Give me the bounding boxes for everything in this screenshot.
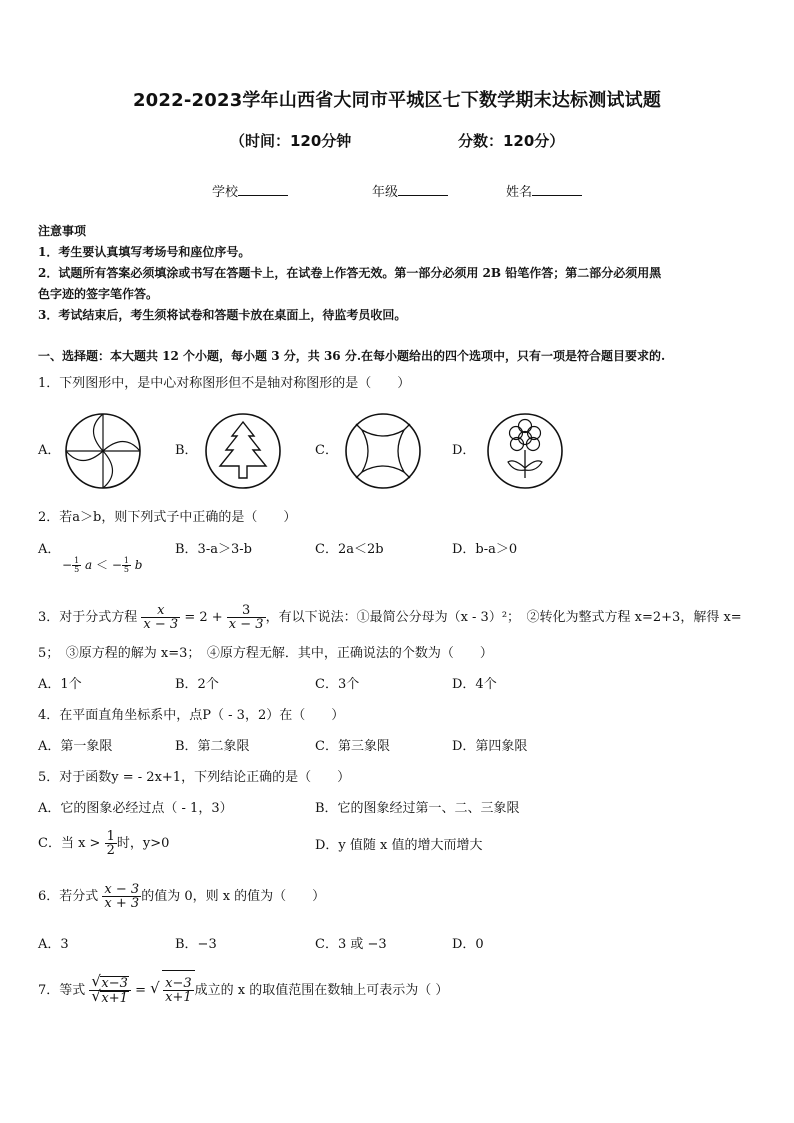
q2-option-b: B．3-a＞3-b — [175, 542, 252, 557]
q7-stem — [38, 970, 448, 1011]
section-heading: 一、选择题：本大题共 12 个小题，每小题 3 分，共 36 分.在每小题给出的四个选项中，只有一项是符合题目要求的. — [38, 349, 666, 363]
q1-stem: 1．下列图形中，是中心对称图形但不是轴对称图形的是（ ） — [38, 376, 411, 391]
exam-score: 分数：120分） — [458, 132, 565, 150]
q3-option-a: A．1个 — [38, 677, 82, 692]
grade-blank — [398, 183, 448, 196]
school-label: 学校 — [212, 185, 239, 200]
q2-stem: 2．若a＞b，则下列式子中正确的是（ ） — [38, 510, 297, 525]
q5-option-b: B．它的图象经过第一、二、三象限 — [315, 801, 520, 816]
equals-two-plus: = 2 + — [184, 610, 223, 625]
notice-item: 2．试题所有答案必须填涂或书写在答题卡上，在试卷上作答无效。第一部分必须用 2B 铅笔作答；第二部分必须用黑 — [38, 266, 662, 280]
q5-option-d: D．y 值随 x 值的增大而增大 — [315, 838, 483, 853]
var-b: b — [134, 558, 143, 572]
fraction-numerator: x − 3 — [104, 882, 140, 897]
pinwheel-figure — [64, 412, 142, 490]
fraction-numerator: 1 — [106, 829, 115, 844]
minus-sign: − — [111, 558, 122, 572]
fraction-numerator: x — [141, 604, 180, 618]
q5-option-a: A．它的图象必经过点（ - 1，3） — [38, 801, 233, 816]
fraction-numerator: 1 — [123, 556, 129, 565]
q6-option-c: C．3 或 −3 — [315, 937, 387, 952]
q3-option-b: B．2个 — [175, 677, 219, 692]
fraction-denominator: x + 3 — [104, 896, 140, 911]
notice-heading: 注意事项 — [38, 224, 87, 238]
q5-c-prefix: C．当 x > — [38, 836, 101, 851]
school-field — [212, 181, 288, 200]
q4-stem: 4．在平面直角坐标系中，点P（ - 3，2）在（ ） — [38, 708, 345, 723]
minus-sign: − — [62, 558, 73, 572]
fraction-numerator: √ x−3 — [165, 976, 192, 991]
page-title: 2022-2023学年山西省大同市平城区七下数学期末达标测试试题 — [132, 90, 662, 111]
q1-option-a-label: A． — [38, 443, 61, 458]
equals-sign: = — [135, 983, 146, 998]
q3-stem — [38, 600, 742, 636]
q5-c-suffix: 时，y>0 — [116, 836, 170, 851]
name-label: 姓名 — [506, 185, 533, 200]
notice-item: 3．考试结束后，考生须将试卷和答题卡放在桌面上，待监考员收回。 — [38, 308, 407, 322]
q2-option-c: C．2a＜2b — [315, 542, 384, 557]
sqrt-of-fraction — [150, 970, 195, 1011]
q6-suffix: 的值为 0，则 x 的值为（ ） — [141, 889, 326, 904]
var-a: a — [84, 558, 93, 572]
fraction-numerator: 1 — [74, 556, 80, 565]
q3-option-d: D．4个 — [452, 677, 497, 692]
notice-item: 色字迹的签字笔作答。 — [38, 287, 159, 301]
q2-option-a-label: A． — [38, 542, 61, 557]
q4-option-c: C．第三象限 — [315, 739, 390, 754]
fraction-denominator: 5 — [123, 565, 129, 574]
tree-figure — [204, 412, 282, 490]
sqrt-numerator: x−3 — [101, 976, 128, 991]
school-blank — [238, 183, 288, 196]
fraction-denominator: 5 — [74, 565, 80, 574]
notice-item: 1．考生要认真填写考场号和座位序号。 — [38, 245, 251, 259]
grade-field — [372, 181, 448, 200]
less-than: ＜ — [95, 558, 108, 572]
q4-option-d: D．第四象限 — [452, 739, 528, 754]
q7-prefix: 7．等式 — [38, 983, 86, 998]
fraction-denominator: x+1 — [165, 990, 192, 1005]
name-field — [506, 181, 582, 200]
flower-figure — [486, 412, 564, 490]
q1-option-d-label: D． — [452, 443, 476, 458]
q6-stem — [38, 879, 325, 915]
q2-option-a — [62, 556, 142, 574]
concave-square-figure — [344, 412, 422, 490]
q3-stem-line2: 5； ③原方程的解为 x=3； ④原方程无解．其中，正确说法的个数为（ ） — [38, 646, 493, 661]
fraction-denominator: x − 3 — [228, 617, 264, 632]
fraction-numerator: 3 — [227, 604, 266, 618]
q4-option-b: B．第二象限 — [175, 739, 250, 754]
q1-option-c-label: C． — [315, 443, 338, 458]
sqrt-denominator: x+1 — [101, 991, 128, 1006]
q1-option-b-label: B． — [175, 443, 198, 458]
q6-option-d: D．0 — [452, 937, 484, 952]
q4-option-a: A．第一象限 — [38, 739, 113, 754]
q3-statements: ，有以下说法：①最简公分母为（x - 3）²； ②转化为整式方程 x=2+3，解得 x= — [265, 610, 742, 625]
fraction-denominator: x − 3 — [143, 617, 179, 632]
grade-label: 年级 — [372, 185, 399, 200]
q3-prefix: 3．对于分式方程 — [38, 610, 138, 625]
q7-suffix: 成立的 x 的取值范围在数轴上可表示为（ ） — [194, 983, 449, 998]
exam-time: （时间：120分钟 — [230, 132, 352, 150]
name-blank — [532, 183, 582, 196]
q6-prefix: 6．若分式 — [38, 889, 99, 904]
q5-stem: 5．对于函数y = - 2x+1，下列结论正确的是（ ） — [38, 770, 351, 785]
q5-option-c — [38, 826, 169, 862]
q6-option-a: A．3 — [38, 937, 69, 952]
q2-option-d: D．b-a＞0 — [452, 542, 518, 557]
q6-option-b: B．−3 — [175, 937, 217, 952]
q3-option-c: C．3个 — [315, 677, 360, 692]
fraction-denominator: 2 — [106, 843, 115, 858]
